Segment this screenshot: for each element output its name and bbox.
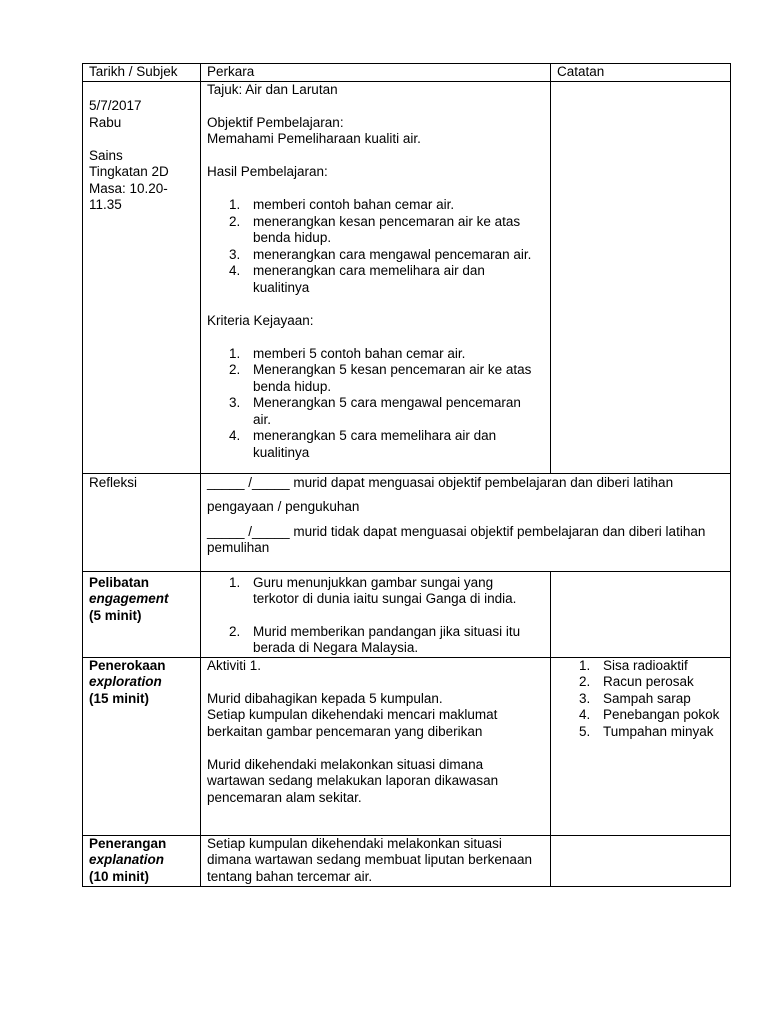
- matter-cell: [201, 81, 551, 473]
- reflection-cell: [201, 473, 731, 571]
- phase-title: Penerangan: [89, 835, 167, 851]
- explanation-text: dimana wartawan sedang membuat liputan berkenaan: [207, 852, 532, 867]
- list-item: 4. menerangkan cara memelihara air dan kualitinya: [229, 263, 485, 295]
- exploration-text: berkaitan gambar pencemaran yang diberikan: [207, 723, 483, 739]
- outcome-label: Hasil Pembelajaran:: [207, 164, 328, 179]
- exploration-content: [201, 657, 551, 835]
- lesson-date: 5/7/2017: [89, 98, 142, 113]
- lesson-time-end: 11.35: [89, 197, 122, 212]
- notes-cell: [551, 81, 731, 473]
- list-item: 2. menerangkan kesan pencemaran air ke atas benda hidup.: [229, 213, 521, 245]
- header-date-subject: Tarikh / Subjek: [83, 64, 201, 82]
- list-item: 1. memberi contoh bahan cemar air.: [229, 197, 455, 212]
- explanation-phase: [83, 835, 201, 886]
- phase-subtitle: explanation: [89, 852, 165, 867]
- phase-duration: (5 minit): [89, 607, 142, 623]
- outcome-list: [207, 197, 550, 296]
- explanation-content: [201, 835, 551, 886]
- list-item: 2. Racun perosak: [579, 674, 694, 689]
- phase-title: Pelibatan: [89, 574, 150, 590]
- lesson-plan-document: [82, 63, 730, 887]
- reflection-label: Refleksi: [83, 473, 201, 571]
- phase-duration: (10 minit): [89, 868, 150, 884]
- list-item: 5. Tumpahan minyak: [579, 723, 714, 739]
- list-item: 1. Sisa radioaktif: [579, 657, 688, 673]
- header-matter: Perkara: [201, 64, 551, 82]
- lesson-subject: Sains: [89, 147, 123, 163]
- list-item: 4. menerangkan 5 cara memelihara air dan kualitinya: [229, 428, 497, 460]
- exploration-text: pencemaran alam sekitar.: [207, 789, 362, 805]
- objective-text: Memahami Pemeliharaan kualiti air.: [207, 131, 421, 146]
- lesson-time: Masa: 10.20-: [89, 180, 168, 196]
- explanation-text: Setiap kumpulan dikehendaki melakonkan situasi: [207, 835, 502, 851]
- exploration-text: Murid dikehendaki melakonkan situasi dimana: [207, 756, 484, 772]
- phase-title: Penerokaan: [89, 657, 166, 673]
- list-item: 3. Sampah sarap: [579, 690, 691, 706]
- list-item: 1. memberi 5 contoh bahan cemar air.: [229, 345, 466, 361]
- exploration-row: [83, 657, 731, 835]
- notes-list: [557, 658, 730, 741]
- list-item: 2. Menerangkan 5 kesan pencemaran air ke atas benda hidup.: [229, 362, 532, 394]
- list-item: 2. Murid memberikan pandangan jika situasi itu berada di Negara Malaysia.: [229, 623, 521, 655]
- exploration-notes: [551, 657, 731, 835]
- engagement-content: [201, 571, 551, 657]
- reflection-row: [83, 473, 731, 571]
- exploration-phase: [83, 657, 201, 835]
- phase-subtitle: engagement: [89, 591, 169, 606]
- lesson-info-row: [83, 81, 731, 473]
- reflection-not-mastered-follow: pemulihan: [207, 540, 270, 555]
- list-item: 1. Guru menunjukkan gambar sungai yang terkotor di dunia iaitu sungai Ganga di india.: [229, 574, 517, 606]
- date-subject-cell: [83, 81, 201, 473]
- exploration-text: Setiap kumpulan dikehendaki mencari maklumat: [207, 707, 498, 722]
- reflection-not-mastered: _____ /_____ murid tidak dapat menguasai objektif pembelajaran dan diberi latihan: [207, 523, 706, 539]
- activity-title: Aktiviti 1.: [207, 657, 262, 673]
- header-notes: Catatan: [551, 64, 731, 82]
- objective-label: Objektif Pembelajaran:: [207, 114, 344, 130]
- lesson-day: Rabu: [89, 114, 122, 130]
- topic: Tajuk: Air dan Larutan: [207, 81, 338, 97]
- reflection-mastered-follow: pengayaan / pengukuhan: [207, 499, 360, 514]
- list-item: 4. Penebangan pokok: [579, 707, 720, 722]
- engagement-row: [83, 571, 731, 657]
- phase-subtitle: exploration: [89, 674, 162, 689]
- header-row: [83, 64, 731, 82]
- lesson-plan-table: [82, 63, 731, 887]
- criteria-label: Kriteria Kejayaan:: [207, 312, 314, 328]
- phase-duration: (15 minit): [89, 690, 150, 706]
- explanation-notes: [551, 835, 731, 886]
- engagement-phase: [83, 571, 201, 657]
- exploration-text: Murid dibahagikan kepada 5 kumpulan.: [207, 690, 443, 706]
- list-item: 3. menerangkan cara mengawal pencemaran air.: [229, 246, 532, 262]
- engagement-notes: [551, 571, 731, 657]
- lesson-class: Tingkatan 2D: [89, 164, 169, 179]
- explanation-row: [83, 835, 731, 886]
- criteria-list: [207, 346, 550, 462]
- explanation-text: tentang bahan tercemar air.: [207, 868, 373, 884]
- reflection-mastered: _____ /_____ murid dapat menguasai objektif pembelajaran dan diberi latihan: [207, 474, 674, 490]
- exploration-text: wartawan sedang melakukan laporan dikawasan: [207, 773, 499, 788]
- engagement-list: [207, 575, 550, 657]
- list-item: 3. Menerangkan 5 cara mengawal pencemaran air.: [229, 395, 521, 427]
